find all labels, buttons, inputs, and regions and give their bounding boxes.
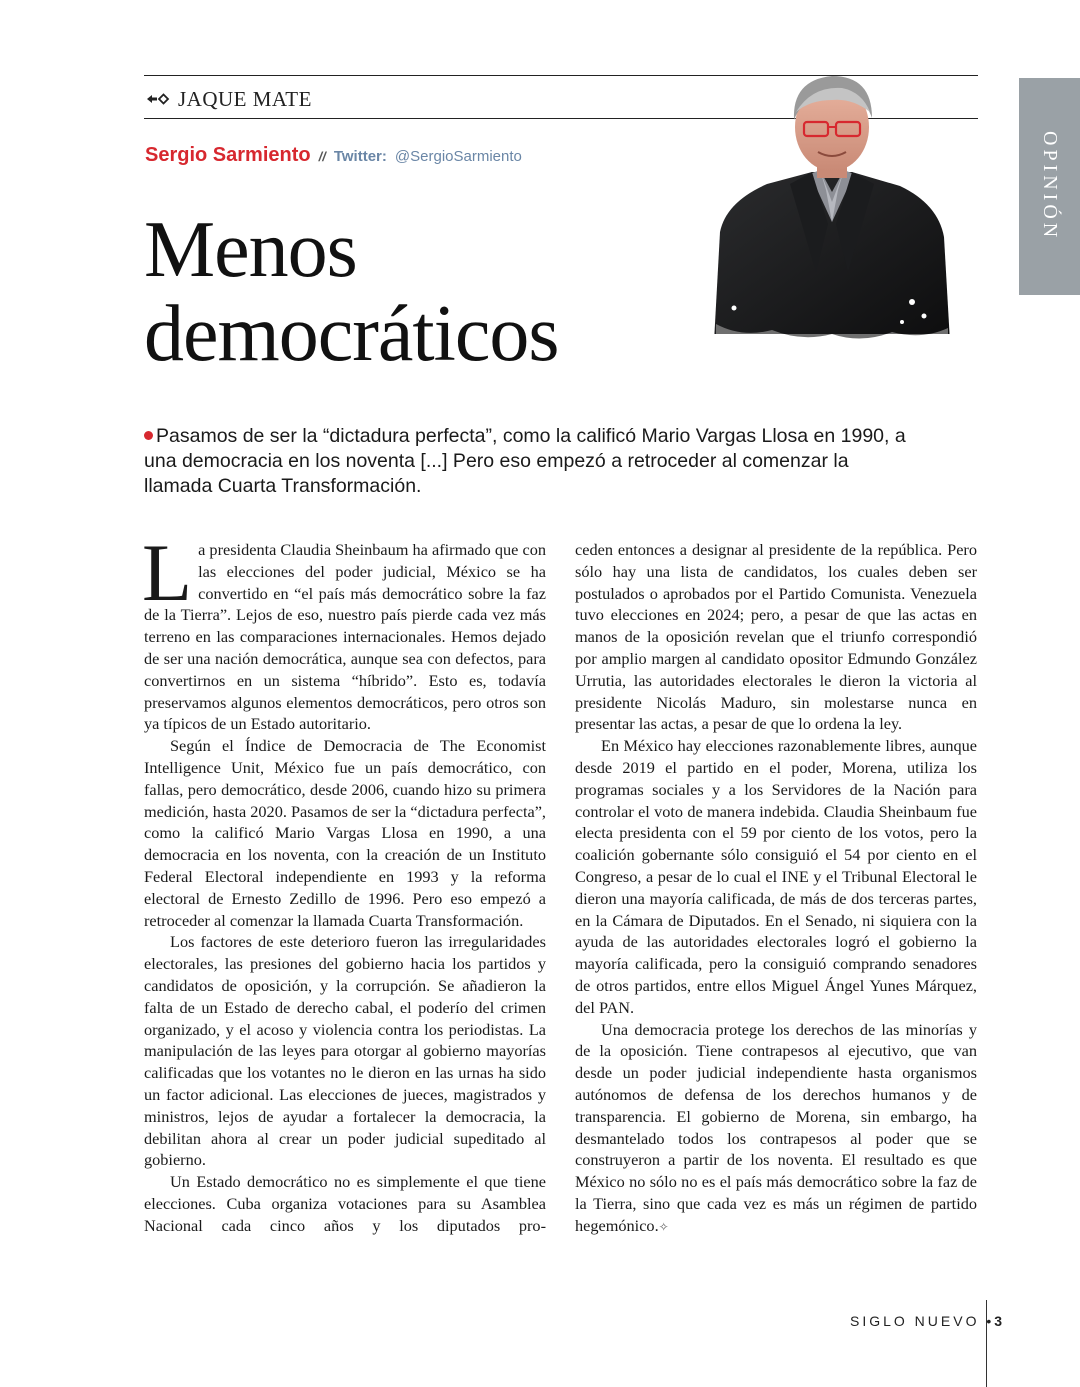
paragraph-1-text: a presidenta Claudia Sheinbaum ha afirmado que con las elecciones del poder judicial, México se ha convertido en “el país más democrático sobre la faz de la Tierra”. Lejos de eso, nuestro país pierde cada vez más terreno en las comparaciones internacionales. Hemos dejado de ser una nación democrática, aunque sea con defectos, para convertirnos en un sistema “híbrido”. Esto es, todavía preservamos algunos elementos democráticos, pero otros son ya típicos de un Estado autoritario. [144, 540, 546, 734]
headline-line-1: Menos [144, 206, 357, 294]
byline-separator: // [318, 149, 326, 164]
byline [145, 144, 522, 167]
author-photo [712, 72, 952, 357]
paragraph-4-end: ceden entonces a designar al presidente de la república. Pero sólo hay una lista de candidatos, los cuales deben ser postulados o aprobados por el Partido Comunista. Venezuela tuvo elecciones en 2024; pero, a pesar de que las actas en manos de la oposición revelan que el triunfo correspondió por amplio margen al candidato opositor Edmundo González Urrutia, las autoridades electorales le dieron la victoria al presidente Nicolás Maduro, sin molestarse nunca en presentar las actas, a pesar de que lo ordena la ley. [575, 540, 977, 734]
paragraph-4-start: Un Estado democrático no es simplemente el que tiene elecciones. Cuba organiza votaciones para su Asamblea Nacional cada cinco años y los diputados pro- [144, 1172, 546, 1235]
twitter-label: Twitter: [333, 148, 387, 165]
page-number: 3 [994, 1313, 1003, 1329]
deck-summary [144, 424, 914, 499]
headline-line-2: democráticos [144, 290, 559, 378]
end-mark-icon: ✧ [658, 1219, 669, 1234]
side-tab-label: OPINIÓN [1039, 131, 1061, 242]
footer-dot: • [986, 1313, 995, 1329]
footer-rule [986, 1300, 987, 1387]
article-column-right [575, 539, 977, 1239]
twitter-handle[interactable]: @SergioSarmiento [394, 148, 522, 165]
paragraph-6 [575, 1019, 977, 1239]
deck-text: Pasamos de ser la “dictadura perfecta”, como la calificó Mario Vargas Llosa en 1990, a una democracia en los noventa [...] Pero eso empezó a retroceder al comenzar la llamada Cuarta Transformación. [144, 425, 906, 497]
magazine-name: SIGLO NUEVO [850, 1313, 980, 1329]
drop-cap: L [142, 527, 193, 618]
paragraph-3: Los factores de este deterioro fueron las irregularidades electorales, las presiones del gobierno hacia los partidos y candidatos de oposición, y la corrupción. Se añadieron la falta de un Estado de derecho cabal, el poderío del crimen organizado, y el acoso y violencia contra los periodistas. La manipulación de las leyes para otorgar al gobierno mayorías calificadas que los votantes no le dieron en las urnas ha sido un factor adicional. Las elecciones de jueces, magistrados y ministros, lejos de ayudar a fortalecer la democracia, la debilitan ahora al crear un poder judicial supeditado al gobierno. [144, 932, 546, 1170]
author-name: Sergio Sarmiento [145, 144, 311, 166]
arrow-diamond-icon [146, 93, 170, 105]
section-title: JAQUE MATE [178, 86, 312, 111]
paragraph-2: Según el Índice de Democracia de The Economist Intelligence Unit, México fue un país democrático, con fallas, pero democrático, desde 2006, cuando hizo su primera medición, hasta 2020. Pasamos de ser la “dictadura perfecta”, como la calificó Mario Vargas Llosa en 1990, a una democracia en los noventa, con la creación de un Instituto Federal Electoral independiente en 1993 y la reforma electoral de Ernesto Zedillo de 1996. Pero eso empezó a retroceder al comenzar la llamada Cuarta Transformación. [144, 736, 546, 930]
paragraph-6-text: Una democracia protege los derechos de las minorías y de la oposición. Tiene contrapesos al ejecutivo, que van desde un poder judicial independiente hasta organismos autónomos de defensa de los derechos humanos y de transparencia. El gobierno de Morena, sin embargo, ha desmantelado todos los contrapesos al poder que se construyeron a partir de los noventa. El resultado es que México no sólo no es el país más democrático sobre la faz de la Tierra, sino que cada vez es más un régimen de partido hegemónico. [575, 1019, 977, 1235]
section-label [146, 84, 312, 114]
page-footer [850, 1313, 1002, 1329]
headline [144, 208, 558, 376]
paragraph-5: En México hay elecciones razonablemente libres, aunque desde 2019 el partido en el poder, Morena, utiliza los programas sociales y a los Servidores de la Nación para controlar el voto de manera indebida. Claudia Sheinbaum fue electa presidenta con el 59 por ciento de los votos, pero la coalición gobernante sólo consiguió el 54 por ciento en el Congreso, a pesar de lo cual el INE y el Tribunal Electoral le dieron una mayoría calificada, de más de dos terceras partes, en la Cámara de Diputados. En el Senado, ni siquiera con la ayuda de las autoridades electorales logró el gobierno la mayoría calificada, pero la consiguió comprando senadores de otros partidos, entre ellos Miguel Ángel Yunes Márquez, del PAN. [575, 736, 977, 1017]
paragraph-1 [142, 527, 546, 735]
section-side-tab [1019, 78, 1080, 295]
red-bullet-icon [144, 431, 153, 440]
article-column-left [142, 527, 546, 1237]
